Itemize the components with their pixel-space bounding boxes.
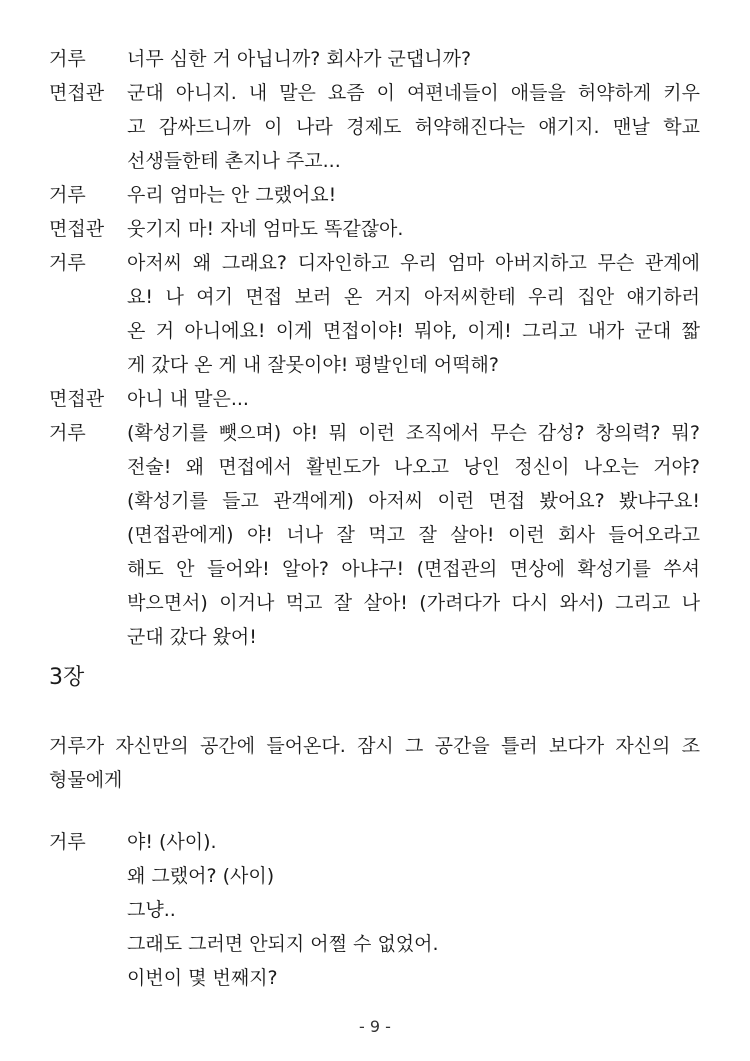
- speaker-name: 면접관: [49, 388, 105, 410]
- speaker-name: 거루: [49, 48, 86, 70]
- dialogue-text: 그냥..: [127, 899, 176, 921]
- dialogue-text: 박으면서) 이거나 먹고 잘 살아! (가려다가 다시 와서) 그리고 나: [127, 592, 700, 614]
- dialogue-text: 선생들한테 촌지나 주고...: [127, 150, 341, 172]
- dialogue-text: 야! (사이).: [127, 831, 217, 853]
- page-number: - 9 -: [359, 1017, 391, 1036]
- speaker-name: 면접관: [49, 218, 105, 240]
- speaker-name: 면접관: [49, 82, 105, 104]
- dialogue-text: 군대 갔다 왔어!: [127, 626, 257, 648]
- dialogue-text: 전술! 왜 면접에서 활빈도가 나오고 낭인 정신이 나오는 거야?: [127, 456, 700, 478]
- dialogue-text: 이번이 몇 번째지?: [127, 967, 278, 989]
- dialogue-text: (확성기를 뺏으며) 야! 뭐 이런 조직에서 무슨 감성? 창의력? 뭐?: [127, 422, 700, 444]
- dialogue-text: 온 거 아니에요! 이게 면접이야! 뭐야, 이게! 그리고 내가 군대 짧: [127, 320, 700, 342]
- stage-direction-line: 거루가 자신만의 공간에 들어온다. 잠시 그 공간을 틀러 보다가 자신의 조: [49, 735, 700, 757]
- scene-heading: 3장: [49, 665, 85, 690]
- dialogue-text: 고 감싸드니까 이 나라 경제도 허약해진다는 얘기지. 맨날 학교: [127, 116, 700, 138]
- dialogue-text: 왜 그랬어? (사이): [127, 865, 275, 887]
- speaker-name: 거루: [49, 252, 86, 274]
- dialogue-text: 우리 엄마는 안 그랬어요!: [127, 184, 337, 206]
- dialogue-text: 아저씨 왜 그래요? 디자인하고 우리 엄마 아버지하고 무슨 관계에: [127, 252, 700, 274]
- stage-direction-line: 형물에게: [49, 769, 123, 791]
- dialogue-text: (면접관에게) 야! 너나 잘 먹고 잘 살아! 이런 회사 들어오라고: [127, 524, 700, 546]
- speaker-name: 거루: [49, 184, 86, 206]
- speaker-name: 거루: [49, 422, 86, 444]
- dialogue-text: 너무 심한 거 아닙니까? 회사가 군댑니까?: [127, 48, 472, 70]
- dialogue-text: 그래도 그러면 안되지 어쩔 수 없었어.: [127, 933, 439, 955]
- dialogue-text: 게 갔다 온 게 내 잘못이야! 평발인데 어떡해?: [127, 354, 499, 376]
- dialogue-text: (확성기를 들고 관객에게) 아저씨 이런 면접 봤어요? 봤냐구요!: [127, 490, 700, 512]
- dialogue-text: 해도 안 들어와! 알아? 아냐구! (면접관의 면상에 확성기를 쑤셔: [127, 558, 700, 580]
- dialogue-text: 요! 나 여기 면접 보러 온 거지 아저씨한테 우리 집안 얘기하러: [127, 286, 700, 308]
- dialogue-text: 웃기지 마! 자네 엄마도 똑같잖아.: [127, 218, 404, 240]
- dialogue-text: 군대 아니지. 내 말은 요즘 이 여편네들이 애들을 허약하게 키우: [127, 82, 700, 104]
- speaker-name: 거루: [49, 831, 86, 853]
- dialogue-text: 아니 내 말은...: [127, 388, 249, 410]
